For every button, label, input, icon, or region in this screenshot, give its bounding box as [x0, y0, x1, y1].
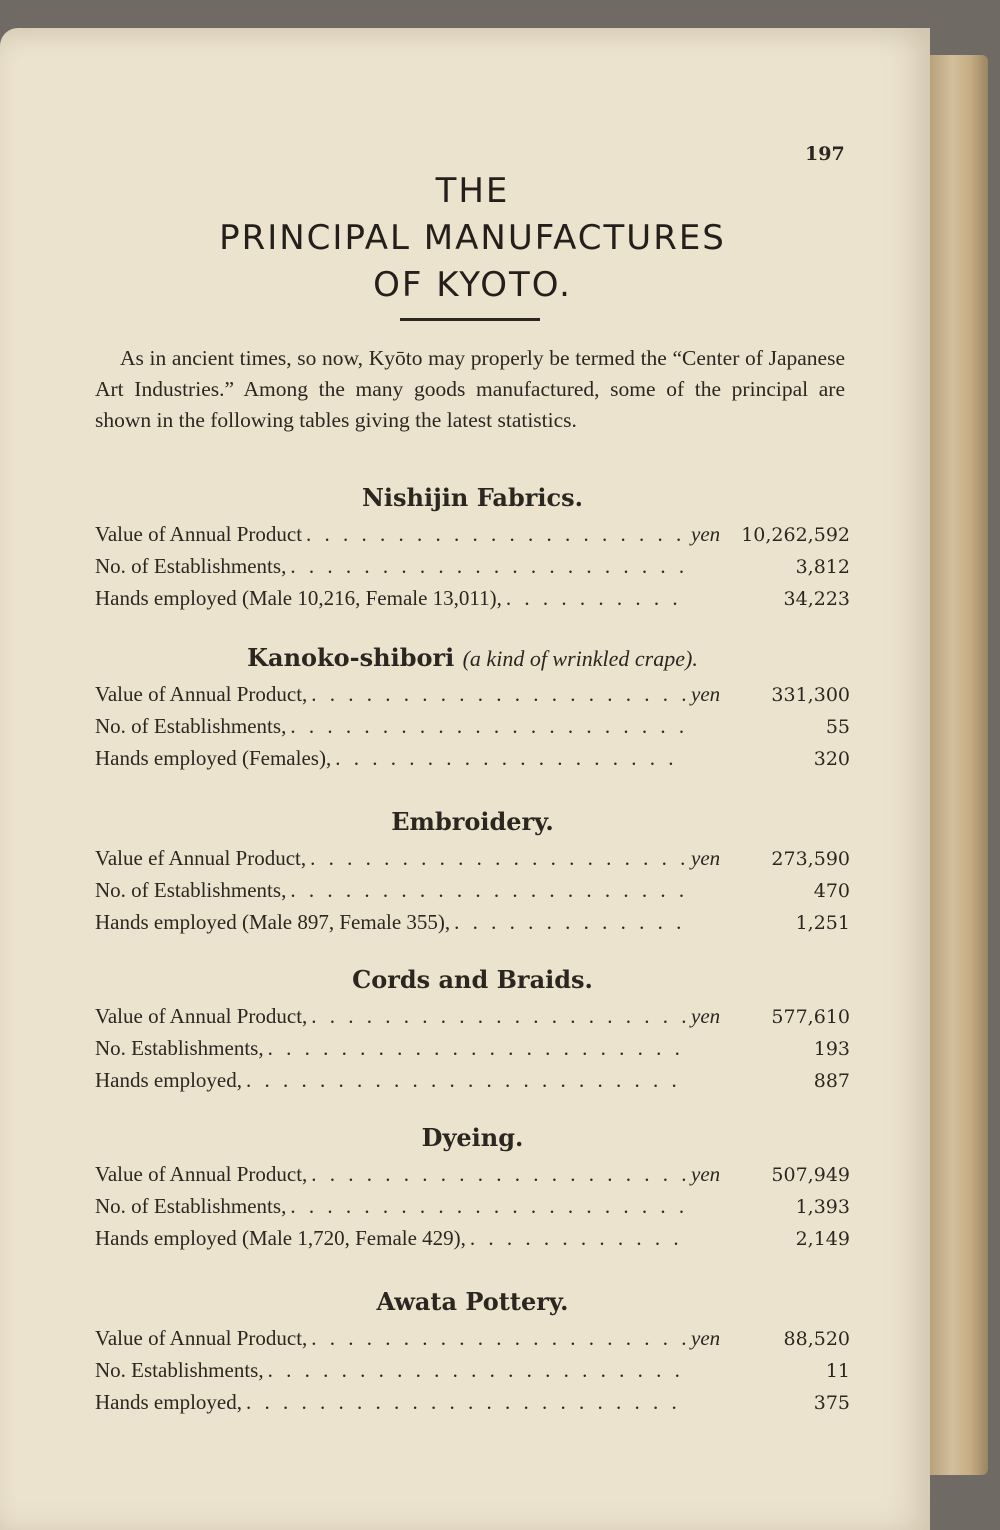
section-title-text: Dyeing. — [421, 1123, 524, 1152]
leader-dots — [311, 1000, 687, 1032]
leader-dots — [290, 710, 687, 742]
table-row — [95, 710, 850, 742]
section-title-text: Embroidery. — [391, 807, 554, 836]
section-kanoko-shibori — [95, 638, 850, 774]
table-row — [95, 518, 850, 550]
book-page-edges — [928, 55, 988, 1475]
table-row — [95, 874, 850, 906]
leader-dots — [506, 582, 687, 614]
row-value: 1,251 — [795, 912, 850, 934]
row-unit: yen — [691, 1162, 721, 1186]
row-unit: yen — [691, 1326, 721, 1350]
row-label: Hands employed (Male 897, Female 355), — [95, 910, 451, 934]
leader-dots — [470, 1222, 687, 1254]
row-value: 577,610 — [771, 1006, 850, 1028]
section-awata-pottery — [95, 1282, 850, 1418]
row-value: 320 — [813, 748, 850, 770]
section-title — [95, 1118, 850, 1158]
row-unit: yen — [691, 522, 721, 546]
row-unit: yen — [691, 846, 721, 870]
row-label: No. Establishments, — [95, 1358, 264, 1382]
row-value: 193 — [813, 1038, 850, 1060]
row-label: No. Establishments, — [95, 1036, 264, 1060]
row-value: 88,520 — [783, 1328, 850, 1350]
leader-dots — [246, 1064, 687, 1096]
table-row — [95, 1000, 850, 1032]
section-title — [95, 802, 850, 842]
row-value: 273,590 — [771, 848, 850, 870]
table-row — [95, 1322, 850, 1354]
leader-dots — [246, 1386, 687, 1418]
table-row — [95, 550, 850, 582]
table-row — [95, 1032, 850, 1064]
row-value: 55 — [825, 716, 850, 738]
table-row — [95, 1190, 850, 1222]
row-label: No. of Establishments, — [95, 554, 287, 578]
row-value: 470 — [813, 880, 850, 902]
row-value: 375 — [813, 1392, 850, 1414]
row-label: Hands employed (Females), — [95, 746, 332, 770]
row-label: Value of Annual Product, — [95, 1326, 308, 1350]
title-rule — [400, 318, 540, 321]
row-label: No. of Establishments, — [95, 1194, 287, 1218]
table-row — [95, 1064, 850, 1096]
row-label: Value of Annual Product — [95, 522, 303, 546]
row-label: Hands employed (Male 1,720, Female 429), — [95, 1226, 466, 1250]
intro-paragraph: As in ancient times, so now, Kyōto may properly be termed the “Center of Japanese Art Industries.” Among the many goods manufactured, some of the principal are shown in the following tables giving the latest statistics. — [95, 346, 845, 432]
row-value: 507,949 — [771, 1164, 850, 1186]
row-value: 331,300 — [771, 684, 850, 706]
page-title — [95, 168, 850, 309]
section-dyeing — [95, 1118, 850, 1254]
row-value: 11 — [825, 1360, 850, 1382]
table-row — [95, 1354, 850, 1386]
page-number: 197 — [805, 143, 845, 165]
row-label: No. of Establishments, — [95, 878, 287, 902]
leader-dots — [311, 678, 687, 710]
leader-dots — [454, 906, 687, 938]
row-label: Hands employed, — [95, 1390, 242, 1414]
leader-dots — [311, 1322, 687, 1354]
row-value: 2,149 — [795, 1228, 850, 1250]
leader-dots — [311, 1158, 687, 1190]
table-row — [95, 1158, 850, 1190]
table-row — [95, 1386, 850, 1418]
row-label: Value of Annual Product, — [95, 1004, 308, 1028]
table-row — [95, 906, 850, 938]
table-row — [95, 1222, 850, 1254]
row-label: Value of Annual Product, — [95, 682, 308, 706]
section-title-text: Kanoko-shibori — [247, 643, 455, 672]
table-row — [95, 742, 850, 774]
table-row — [95, 582, 850, 614]
leader-dots — [290, 550, 687, 582]
section-title — [95, 1282, 850, 1322]
leader-dots — [268, 1032, 687, 1064]
row-value: 34,223 — [783, 588, 850, 610]
section-title-text: Nishijin Fabrics. — [361, 483, 584, 512]
row-label: No. of Establishments, — [95, 714, 287, 738]
section-title — [95, 478, 850, 518]
section-nishijin-fabrics — [95, 478, 850, 614]
section-title — [95, 960, 850, 1000]
section-embroidery — [95, 802, 850, 938]
row-label: Value ef Annual Product, — [95, 846, 307, 870]
row-label: Value of Annual Product, — [95, 1162, 308, 1186]
row-value: 887 — [813, 1070, 850, 1092]
title-line-3: OF KYOTO. — [373, 265, 572, 305]
table-row — [95, 842, 850, 874]
section-title-text: Cords and Braids. — [352, 965, 593, 994]
leader-dots — [306, 518, 687, 550]
row-value: 3,812 — [795, 556, 850, 578]
title-line-1: THE — [435, 171, 510, 211]
title-line-2: PRINCIPAL MANUFACTURES — [219, 218, 726, 258]
row-unit: yen — [691, 1004, 721, 1028]
leader-dots — [268, 1354, 687, 1386]
section-cords-and-braids — [95, 960, 850, 1096]
row-value: 10,262,592 — [741, 524, 850, 546]
section-title — [95, 638, 850, 678]
row-value: 1,393 — [795, 1196, 850, 1218]
table-row — [95, 678, 850, 710]
leader-dots — [335, 742, 687, 774]
section-title-note: (a kind of wrinkled crape). — [462, 646, 698, 671]
leader-dots — [290, 1190, 687, 1222]
leader-dots — [290, 874, 687, 906]
row-label: Hands employed (Male 10,216, Female 13,011), — [95, 586, 502, 610]
section-title-text: Awata Pottery. — [376, 1287, 569, 1316]
row-unit: yen — [691, 682, 721, 706]
leader-dots — [310, 842, 687, 874]
row-label: Hands employed, — [95, 1068, 242, 1092]
